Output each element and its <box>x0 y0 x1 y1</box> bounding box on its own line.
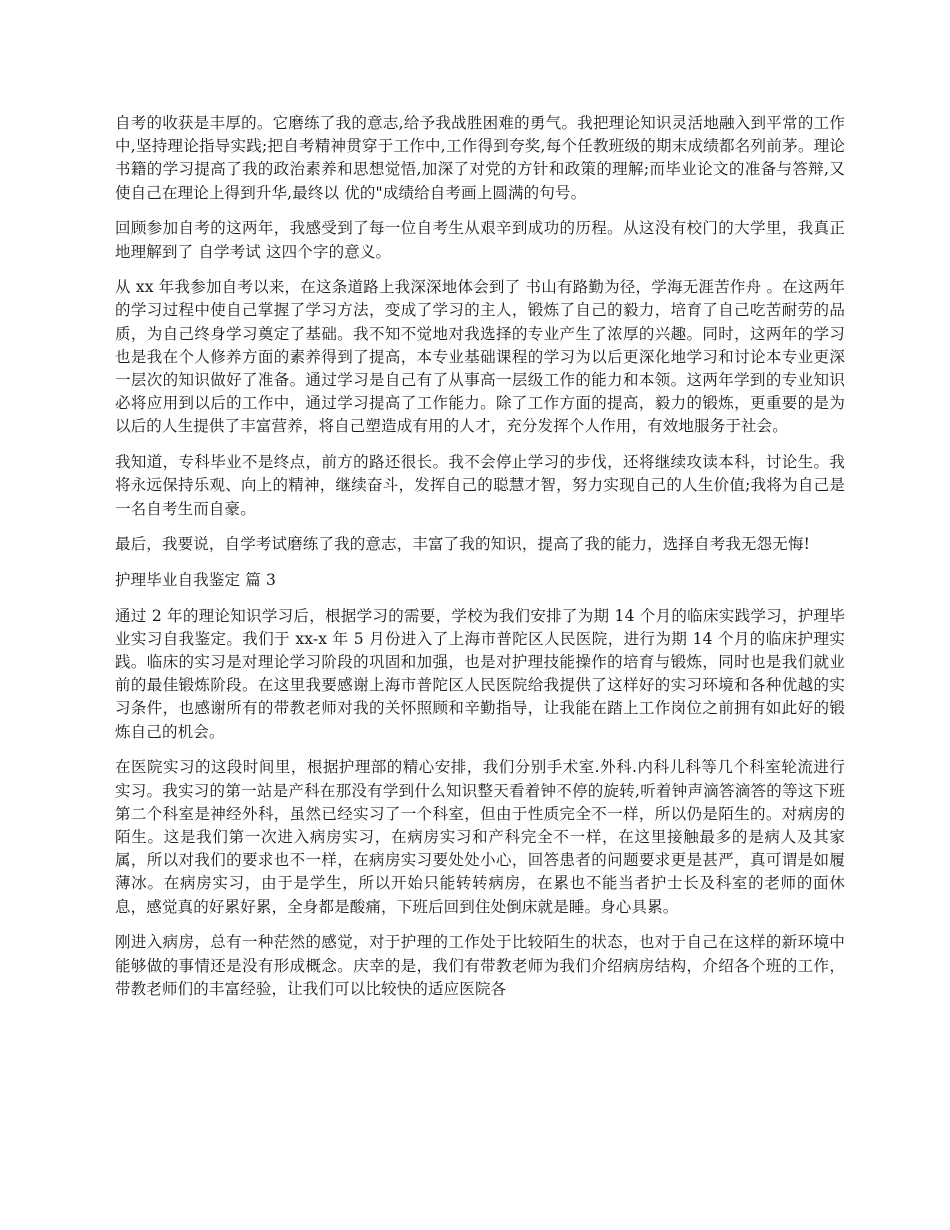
paragraph-8: 刚进入病房，总有一种茫然的感觉，对于护理的工作处于比较陌生的状态，也对于自己在这样的新环境中能够做的事情还是没有形成概念。庆幸的是，我们有带教老师为我们介绍病房结构，介绍各个班的工作，带教老师们的丰富经验，让我们可以比较快的适应医院各 <box>115 933 845 998</box>
paragraph-4: 我知道，专科毕业不是终点，前方的路还很长。我不会停止学习的步伐，还将继续攻读本科，讨论生。我将永远保持乐观、向上的精神，继续奋斗，发挥自己的聪慧才智，努力实现自己的人生价值;我将为自己是一名自考生而自豪。 <box>115 453 845 518</box>
paragraph-6: 通过 2 年的理论知识学习后，根据学习的需要，学校为我们安排了为期 14 个月的临床实践学习，护理毕业实习自我鉴定。我们于 xx-x 年 5 月份进入了上海市普陀区人民医院，进行为期 14 个月的临床护理实践。临床的实习是对理论学习阶段的巩固和加强，也是对护理技能操作的培育与锻炼，同时也是我们就业前的最佳锻炼阶段。在这里我要感谢上海市普陀区人民医院给我提供了这样好的实习环境和各种优越的实习条件，也感谢所有的带教老师对我的关怀照顾和辛勤指导，让我能在踏上工作岗位之前拥有如此好的锻炼自己的机会。 <box>115 606 845 741</box>
document-page <box>115 112 845 1013</box>
paragraph-7: 在医院实习的这段时间里，根据护理部的精心安排，我们分别手术室.外科.内科儿科等几个科室轮流进行实习。我实习的第一站是产科在那没有学到什么知识整天看着钟不停的旋转,听着钟声滴答滴答的等这下班第二个科室是神经外科，虽然已经实习了一个科室，但由于性质完全不一样，所以仍是陌生的。对病房的陌生。这是我们第一次进入病房实习，在病房实习和产科完全不一样，在这里接触最多的是病人及其家属，所以对我们的要求也不一样，在病房实习要处处小心，回答患者的问题要求更是甚严，真可谓是如履薄冰。在病房实习，由于是学生，所以开始只能转转病房，在累也不能当者护士长及科室的老师的面休息，感觉真的好累好累，全身都是酸痛，下班后回到住处倒床就是睡。身心具累。 <box>115 758 845 916</box>
paragraph-3: 从 xx 年我参加自考以来，在这条道路上我深深地体会到了 书山有路勤为径，学海无涯苦作舟 。在这两年的学习过程中使自己掌握了学习方法，变成了学习的主人，锻炼了自己的毅力，培育了自己吃苦耐劳的品质，为自己终身学习奠定了基础。我不知不觉地对我选择的专业产生了浓厚的兴趣。同时，这两年的学习也是我在个人修养方面的素养得到了提高，本专业基础课程的学习为以后更深化地学习和讨论本专业更深一层次的知识做好了准备。通过学习是自己有了从事高一层级工作的能力和本领。这两年学到的专业知识必将应用到以后的工作中，通过学习提高了工作能力。除了工作方面的提高，毅力的锻炼，更重要的是为以后的人生提供了丰富营养，将自己塑造成有用的人才，充分发挥个人作用，有效地服务于社会。 <box>115 278 845 436</box>
paragraph-1: 自考的收获是丰厚的。它磨练了我的意志,给予我战胜困难的勇气。我把理论知识灵活地融入到平常的工作中,坚持理论指导实践;把自考精神贯穿于工作中,工作得到夸奖,每个任教班级的期末成绩都名列前茅。理论书籍的学习提高了我的政治素养和思想觉悟,加深了对党的方针和政策的理解;而毕业论文的准备与答辩,又使自己在理论上得到升华,最终以 优的"成绩给自考画上圆满的句号。 <box>115 114 845 202</box>
paragraph-5: 最后，我要说，自学考试磨练了我的意志，丰富了我的知识，提高了我的能力，选择自考我无怨无悔! <box>115 535 810 554</box>
paragraph-2: 回顾参加自考的这两年，我感受到了每一位自考生从艰辛到成功的历程。从这没有校门的大学里，我真正地理解到了 自学考试 这四个字的意义。 <box>115 219 845 261</box>
section-heading: 护理毕业自我鉴定 篇 3 <box>115 570 277 589</box>
